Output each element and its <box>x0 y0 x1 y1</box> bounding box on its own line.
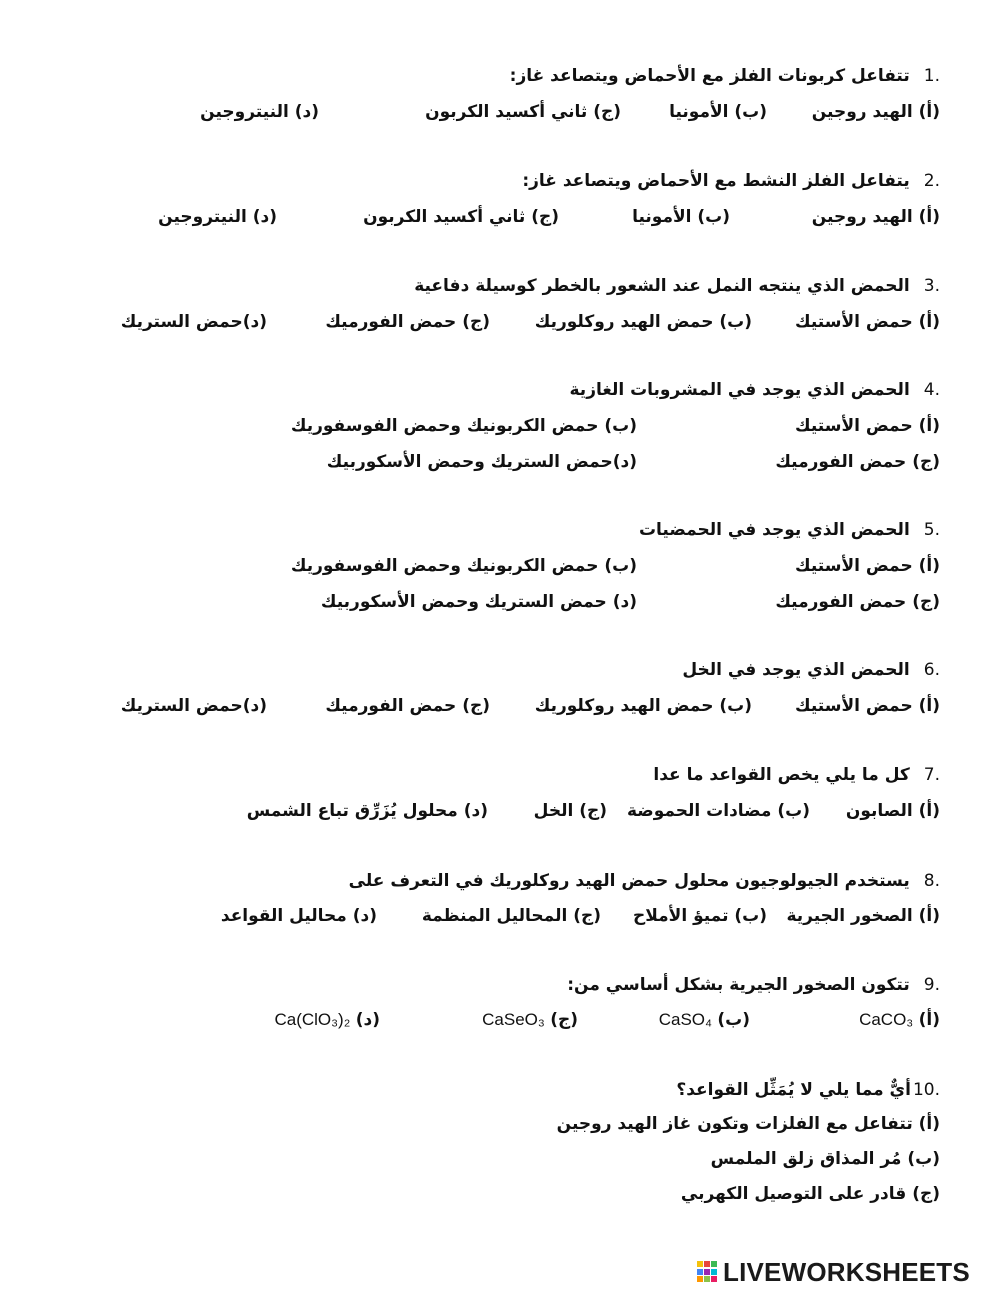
q1-option-c[interactable]: (ج) ثاني أكسيد الكربون <box>425 102 621 122</box>
liveworksheets-grid-icon <box>697 1261 719 1283</box>
question-1 <box>510 66 940 86</box>
q7-option-c[interactable]: (ج) الخل <box>533 801 607 821</box>
q7-option-b[interactable]: (ب) مضادات الحموضة <box>626 801 810 821</box>
question-4 <box>570 380 941 400</box>
question-6 <box>682 660 940 680</box>
question-text: تتكون الصخور الجيرية بشكل أساسي من: <box>567 975 910 995</box>
q3-option-a[interactable]: (أ) حمض الأستيك <box>795 312 940 332</box>
q1-option-b[interactable]: (ب) الأمونيا <box>669 102 767 122</box>
question-3 <box>414 276 940 296</box>
question-number: 3. <box>923 276 940 296</box>
q4-option-c[interactable]: (ج) حمض الفورميك <box>775 452 940 472</box>
question-8 <box>349 871 940 891</box>
q5-option-c[interactable]: (ج) حمض الفورميك <box>775 592 940 612</box>
question-7 <box>653 765 940 785</box>
q6-option-a[interactable]: (أ) حمض الأستيك <box>795 696 940 716</box>
q2-option-a[interactable]: (أ) الهيد روجين <box>811 207 940 227</box>
question-number: 5. <box>923 520 940 540</box>
question-5 <box>639 520 940 540</box>
logo-text: LIVEWORKSHEETS <box>723 1256 970 1287</box>
q9-option-b[interactable] <box>659 1010 750 1030</box>
q2-option-b[interactable]: (ب) الأمونيا <box>632 207 730 227</box>
q3-option-b[interactable]: (ب) حمض الهيد روكلوريك <box>534 312 752 332</box>
q10-option-b[interactable]: (ب) مُر المذاق زلق الملمس <box>710 1149 940 1169</box>
q7-option-d[interactable]: (د) محلول يُزَرِّق تباع الشمس <box>246 801 488 821</box>
question-text: الحمض الذي يوجد في الحمضيات <box>638 520 910 540</box>
q5-option-a[interactable]: (أ) حمض الأستيك <box>795 556 940 576</box>
question-text: الحمض الذي ينتجه النمل عند الشعور بالخطر كوسيلة دفاعية <box>414 276 910 296</box>
q10-option-c[interactable]: (ج) قادر على التوصيل الكهربي <box>680 1184 940 1204</box>
logo-square <box>711 1276 717 1282</box>
question-text: يتفاعل الفلز النشط مع الأحماض ويتصاعد غاز: <box>522 171 910 191</box>
logo-square <box>697 1269 703 1275</box>
question-number: 8. <box>923 871 940 891</box>
q4-option-b[interactable]: (ب) حمض الكربونيك وحمض الفوسفوريك <box>290 416 637 436</box>
option-letter: (أ) <box>918 1010 940 1030</box>
q2-option-c[interactable]: (ج) ثاني أكسيد الكربون <box>363 207 559 227</box>
question-10 <box>676 1080 940 1100</box>
question-9 <box>567 975 940 995</box>
q9-option-c[interactable] <box>482 1010 578 1030</box>
q4-option-a[interactable]: (أ) حمض الأستيك <box>795 416 940 436</box>
q4-option-d[interactable]: (د)حمض الستريك وحمض الأسكوربيك <box>326 452 637 472</box>
q1-option-a[interactable]: (أ) الهيد روجين <box>811 102 940 122</box>
question-number: 6. <box>923 660 940 680</box>
logo-square <box>704 1269 710 1275</box>
q5-option-d[interactable]: (د) حمض الستريك وحمض الأسكوربيك <box>320 592 637 612</box>
logo-square <box>704 1276 710 1282</box>
option-letter: (ب) <box>717 1010 750 1030</box>
liveworksheets-logo[interactable] <box>697 1258 970 1286</box>
logo-square <box>697 1276 703 1282</box>
q9-option-d[interactable] <box>274 1010 380 1030</box>
option-letter: (ج) <box>550 1010 578 1030</box>
logo-square <box>697 1261 703 1267</box>
q5-option-b[interactable]: (ب) حمض الكربونيك وحمض الفوسفوريك <box>290 556 637 576</box>
chemical-formula: CaSO₄ <box>658 1010 712 1029</box>
question-number: 7. <box>923 765 940 785</box>
q9-option-a[interactable] <box>859 1010 940 1030</box>
question-text: يستخدم الجيولوجيون محلول حمض الهيد روكلوريك في التعرف على <box>348 871 910 891</box>
question-number: 10. <box>912 1080 940 1100</box>
q7-option-a[interactable]: (أ) الصابون <box>845 801 940 821</box>
q6-option-b[interactable]: (ب) حمض الهيد روكلوريك <box>534 696 752 716</box>
q2-option-d[interactable]: (د) النيتروجين <box>158 207 277 227</box>
question-text: تتفاعل كربونات الفلز مع الأحماض ويتصاعد غاز: <box>509 66 910 86</box>
q3-option-d[interactable]: (د)حمض الستريك <box>120 312 267 332</box>
question-number: 1. <box>923 66 940 86</box>
logo-square <box>704 1261 710 1267</box>
option-letter: (د) <box>355 1010 380 1030</box>
question-text: أيٌّ مما يلي لا يُمَثِّل القواعد؟ <box>676 1080 911 1100</box>
chemical-formula: Ca(ClO₃)₂ <box>274 1010 351 1029</box>
chemical-formula: CaCO₃ <box>859 1010 914 1029</box>
question-text: الحمض الذي يوجد في الخل <box>682 660 910 680</box>
q6-option-d[interactable]: (د)حمض الستريك <box>120 696 267 716</box>
question-number: 4. <box>923 380 940 400</box>
question-number: 9. <box>923 975 940 995</box>
question-text: الحمض الذي يوجد في المشروبات الغازية <box>569 380 910 400</box>
q10-option-a[interactable]: (أ) تتفاعل مع الفلزات وتكون غاز الهيد روجين <box>556 1114 940 1134</box>
logo-square <box>711 1269 717 1275</box>
q6-option-c[interactable]: (ج) حمض الفورميك <box>325 696 490 716</box>
question-text: كل ما يلي يخص القواعد ما عدا <box>653 765 910 785</box>
q3-option-c[interactable]: (ج) حمض الفورميك <box>325 312 490 332</box>
q8-option-d[interactable]: (د) محاليل القواعد <box>220 906 377 926</box>
logo-square <box>711 1261 717 1267</box>
question-number: 2. <box>923 171 940 191</box>
chemical-formula: CaSeO₃ <box>482 1010 545 1029</box>
q8-option-b[interactable]: (ب) تميؤ الأملاح <box>632 906 767 926</box>
q8-option-c[interactable]: (ج) المحاليل المنظمة <box>421 906 601 926</box>
q8-option-a[interactable]: (أ) الصخور الجيرية <box>786 906 940 926</box>
question-2 <box>522 171 940 191</box>
q1-option-d[interactable]: (د) النيتروجين <box>200 102 319 122</box>
